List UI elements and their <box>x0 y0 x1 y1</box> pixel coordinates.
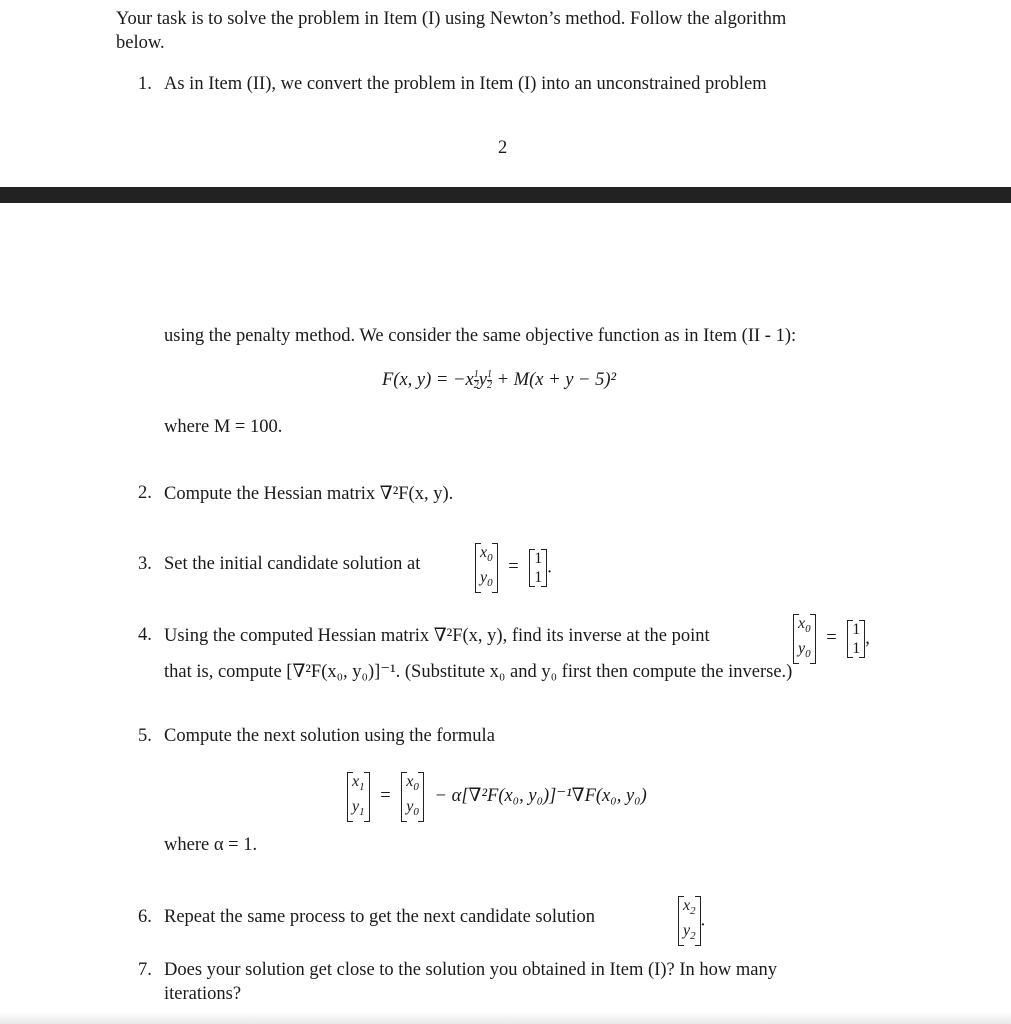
step-7-line-2: iterations? <box>164 984 242 1004</box>
vector-x2-y2: $x_2$ $y_2$ <box>678 896 701 946</box>
next-candidate: $x_2$ $y_2$ . <box>678 896 705 946</box>
step-7-number: 7. <box>138 960 152 980</box>
vector-one-one-step4: 1 1 <box>847 620 865 658</box>
step-4-text-2: that is, compute [∇²F(x₀, y₀)]⁻¹. (Substitute x₀ and y₀ first then compute the inverse.) <box>164 662 793 682</box>
penalty-where: where M = 100. <box>164 417 283 437</box>
step-5-number: 5. <box>138 726 152 746</box>
alpha-where: where α = 1. <box>164 835 258 855</box>
step-6-number: 6. <box>138 907 152 927</box>
step-6-text: Repeat the same process to get the next candidate solution <box>164 907 596 927</box>
step-3-number: 3. <box>138 554 152 574</box>
formula-tail: − α[∇²F(x₀, y₀)]⁻¹∇F(x₀, y₀) <box>434 786 647 807</box>
step-2-number: 2. <box>138 483 152 503</box>
step-5-text: Compute the next solution using the formula <box>164 726 495 746</box>
step-4-text-1: Using the computed Hessian matrix ∇²F(x, y), find its inverse at the point <box>164 626 710 646</box>
vector-x0-y0: $x_0$ $y_0$ <box>475 543 498 593</box>
objective-equation-rhs: + M(x + y − 5)² <box>496 370 617 390</box>
intro-line-1: Your task is to solve the problem in Item (I) using Newton’s method. Follow the algorithm <box>116 9 787 29</box>
step-1-number: 1. <box>138 74 152 94</box>
step-1-continued-text: using the penalty method. We consider the same objective function as in Item (II - 1): <box>164 326 797 346</box>
vector-x0-y0-formula: $x_0$ $y_0$ <box>401 772 424 822</box>
point-equation: $x_0$ $y_0$ = 1 1 , <box>793 614 870 664</box>
step-3-text: Set the initial candidate solution at <box>164 554 421 574</box>
objective-equation-lhs: F(x, y) = −x <box>382 370 474 390</box>
step-1-text: As in Item (II), we convert the problem in Item (I) into an unconstrained problem <box>164 74 767 94</box>
step-2-text: Compute the Hessian matrix ∇²F(x, y). <box>164 484 454 504</box>
step-7-line-1: Does your solution get close to the solution you obtained in Item (I)? In how many <box>164 960 777 980</box>
initial-point-equation: $x_0$ $y_0$ = 1 1 . <box>475 543 552 593</box>
newton-update-formula: $x_1$ $y_1$ = $x_0$ $y_0$ − α[∇²F(x₀, y₀)]⁻¹∇F(x₀, y₀) <box>347 772 647 822</box>
page-number: 2 <box>498 138 508 158</box>
exponent-half-x: $\frac{1}{2}$ <box>473 369 479 391</box>
step-4-number: 4. <box>138 625 152 645</box>
vector-one-one: 1 1 <box>529 549 547 587</box>
bottom-shadow <box>0 1012 1011 1024</box>
page-break-bar <box>0 187 1011 203</box>
exponent-half-y: $\frac{1}{2}$ <box>486 369 492 391</box>
vector-x0-y0-step4: $x_0$ $y_0$ <box>793 614 816 664</box>
vector-x1-y1: $x_1$ $y_1$ <box>347 772 370 822</box>
intro-line-2: below. <box>116 33 165 53</box>
objective-equation: F(x, y) = −x $\frac{1}{2}$ y $\frac{1}{2}$ + M(x + y − 5)² <box>382 369 617 391</box>
